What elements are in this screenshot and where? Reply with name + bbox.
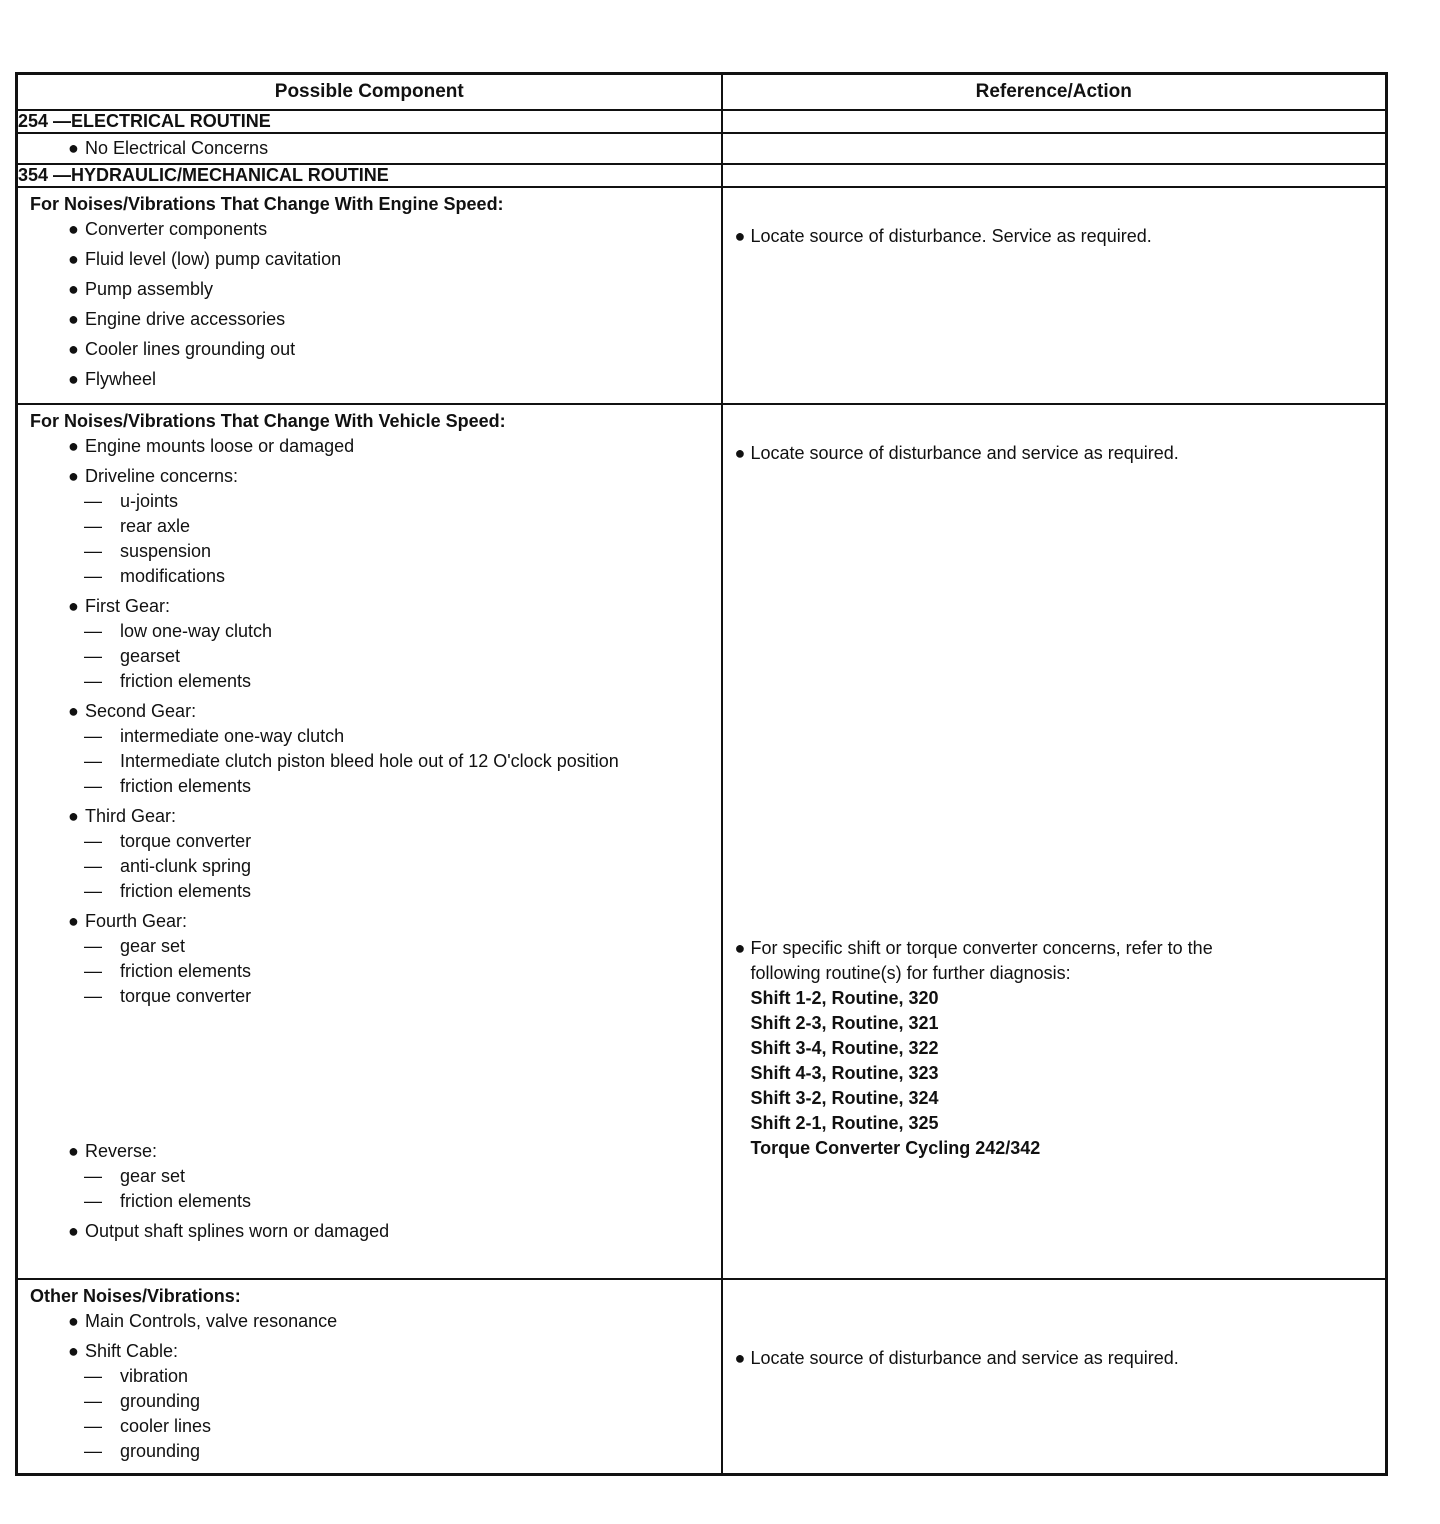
list-item (68, 247, 721, 272)
list-item (68, 464, 721, 589)
bullet-icon: ● (68, 1341, 79, 1361)
action-text: Locate source of disturbance and service as required. (750, 443, 1179, 463)
sub-label: friction elements (120, 881, 252, 901)
bullet-icon: ● (734, 226, 746, 246)
bullet-icon: ● (68, 219, 79, 239)
item-label: Second Gear: (85, 701, 197, 721)
sub-label: gear set (120, 936, 186, 956)
sub-item: — gear set (84, 936, 186, 956)
bullet-icon: ● (68, 1141, 79, 1161)
sub-item: — Intermediate clutch piston bleed hole out of 12 O'clock position (84, 751, 619, 771)
bullet-icon: ● (68, 249, 79, 269)
item-label: Converter components (85, 219, 268, 239)
item-label: Third Gear: (85, 806, 177, 826)
sub-item: — modifications (84, 566, 226, 586)
routine-reference: Shift 2-3, Routine, 321 (750, 1013, 939, 1033)
bullet-icon: ● (68, 279, 79, 299)
header-possible-component: Possible Component (17, 74, 722, 111)
sub-item: — anti-clunk spring (84, 856, 252, 876)
action-text: Locate source of disturbance and service as required. (750, 1348, 1179, 1368)
list-item (68, 1219, 721, 1244)
item-label: Output shaft splines worn or damaged (85, 1221, 390, 1241)
header-reference-action: Reference/Action (722, 74, 1387, 111)
list-item (68, 804, 721, 904)
item-label: Flywheel (85, 369, 157, 389)
sub-label: cooler lines (120, 1416, 212, 1436)
bullet-icon: ● (68, 911, 79, 931)
vehicle-speed-section (17, 404, 722, 1279)
sub-label: anti-clunk spring (120, 856, 252, 876)
sub-item: — friction elements (84, 1191, 252, 1211)
list-item (68, 594, 721, 694)
bullet-icon: ● (68, 1221, 79, 1241)
reference-intro: following routine(s) for further diagnosis: (750, 963, 1071, 983)
electrical-routine-title: 254 —ELECTRICAL ROUTINE (17, 110, 722, 133)
sub-item: — rear axle (84, 516, 191, 536)
item-label: Fourth Gear: (85, 911, 188, 931)
sub-item: — grounding (84, 1391, 201, 1411)
routine-reference: Shift 3-4, Routine, 322 (750, 1038, 939, 1058)
bullet-icon: ● (68, 466, 79, 486)
sub-item: — torque converter (84, 831, 252, 851)
sub-label: vibration (120, 1366, 189, 1386)
sub-label: grounding (120, 1391, 201, 1411)
engine-speed-action (723, 188, 1386, 249)
bullet-icon: ● (68, 701, 79, 721)
list-item (68, 277, 721, 302)
electrical-item (17, 133, 722, 164)
sub-item: — friction elements (84, 671, 252, 691)
sub-item: — gearset (84, 646, 181, 666)
sub-item: — cooler lines (84, 1416, 212, 1436)
reference-intro: For specific shift or torque converter concerns, refer to the (750, 938, 1213, 958)
engine-speed-action-cell (722, 187, 1387, 404)
item-label: Driveline concerns: (85, 466, 239, 486)
list-item (68, 909, 721, 1009)
sub-label: grounding (120, 1441, 201, 1461)
sub-item: — friction elements (84, 881, 252, 901)
bullet-icon: ● (68, 1311, 79, 1331)
electrical-routine-action (722, 110, 1387, 133)
sub-item: — friction elements (84, 961, 252, 981)
bullet-icon: ● (734, 938, 746, 958)
sub-label: intermediate one-way clutch (120, 726, 345, 746)
engine-speed-title: For Noises/Vibrations That Change With Engine Speed: (30, 194, 504, 214)
list-item (68, 699, 721, 799)
routine-reference: Shift 1-2, Routine, 320 (750, 988, 939, 1008)
vehicle-speed-title: For Noises/Vibrations That Change With Vehicle Speed: (30, 411, 506, 431)
engine-speed-section (17, 187, 722, 404)
sub-item: — low one-way clutch (84, 621, 273, 641)
hydraulic-routine-title: 354 —HYDRAULIC/MECHANICAL ROUTINE (17, 164, 722, 187)
sub-item: — intermediate one-way clutch (84, 726, 345, 746)
bullet-icon: ● (68, 436, 79, 456)
sub-label: rear axle (120, 516, 191, 536)
sub-item: — vibration (84, 1366, 189, 1386)
sub-label: gear set (120, 1166, 186, 1186)
sub-label: friction elements (120, 1191, 252, 1211)
bullet-icon: ● (734, 443, 746, 463)
shift-routines-reference (723, 936, 1386, 1161)
list-item (68, 434, 721, 459)
list-item (68, 1309, 721, 1334)
vehicle-speed-action-cell (722, 404, 1387, 1279)
sub-label: torque converter (120, 986, 252, 1006)
sub-item: — u-joints (84, 491, 179, 511)
item-label: First Gear: (85, 596, 171, 616)
item-label: Engine drive accessories (85, 309, 286, 329)
item-label: Fluid level (low) pump cavitation (85, 249, 342, 269)
list-item (68, 337, 721, 362)
sub-item: — grounding (84, 1441, 201, 1461)
sub-item: — friction elements (84, 776, 252, 796)
bullet-icon: ● (68, 138, 79, 158)
bullet-icon: ● (734, 1348, 746, 1368)
item-label: Engine mounts loose or damaged (85, 436, 355, 456)
list-item (68, 307, 721, 332)
sub-label: Intermediate clutch piston bleed hole out of 12 O'clock position (120, 751, 619, 771)
bullet-icon: ● (68, 309, 79, 329)
electrical-item-action (722, 133, 1387, 164)
sub-label: friction elements (120, 961, 252, 981)
diagnostic-table (15, 72, 1388, 1476)
bullet-icon: ● (68, 369, 79, 389)
bullet-icon: ● (68, 806, 79, 826)
item-label: Cooler lines grounding out (85, 339, 296, 359)
sub-item: — torque converter (84, 986, 252, 1006)
hydraulic-routine-action (722, 164, 1387, 187)
sub-item: — suspension (84, 541, 212, 561)
item-label: Main Controls, valve resonance (85, 1311, 338, 1331)
list-item (68, 1139, 721, 1214)
routine-reference: Shift 3-2, Routine, 324 (750, 1088, 939, 1108)
sub-label: u-joints (120, 491, 179, 511)
electrical-item-label: No Electrical Concerns (85, 138, 269, 158)
sub-item: — gear set (84, 1166, 186, 1186)
bullet-icon: ● (68, 596, 79, 616)
sub-label: friction elements (120, 671, 252, 691)
sub-label: low one-way clutch (120, 621, 273, 641)
item-label: Shift Cable: (85, 1341, 179, 1361)
sub-label: suspension (120, 541, 212, 561)
sub-label: modifications (120, 566, 226, 586)
list-item (68, 1339, 721, 1464)
vehicle-speed-action (723, 405, 1386, 466)
sub-label: gearset (120, 646, 181, 666)
sub-label: friction elements (120, 776, 252, 796)
other-noises-action (723, 1280, 1386, 1371)
sub-label: torque converter (120, 831, 252, 851)
other-noises-action-cell (722, 1279, 1387, 1474)
action-text: Locate source of disturbance. Service as required. (750, 226, 1152, 246)
routine-reference: Shift 2-1, Routine, 325 (750, 1113, 939, 1133)
routine-reference: Shift 4-3, Routine, 323 (750, 1063, 939, 1083)
item-label: Reverse: (85, 1141, 158, 1161)
list-item (68, 217, 721, 242)
bullet-icon: ● (68, 339, 79, 359)
other-noises-section (17, 1279, 722, 1474)
routine-reference: Torque Converter Cycling 242/342 (750, 1138, 1041, 1158)
other-noises-title: Other Noises/Vibrations: (30, 1286, 241, 1306)
list-item (68, 367, 721, 392)
item-label: Pump assembly (85, 279, 214, 299)
